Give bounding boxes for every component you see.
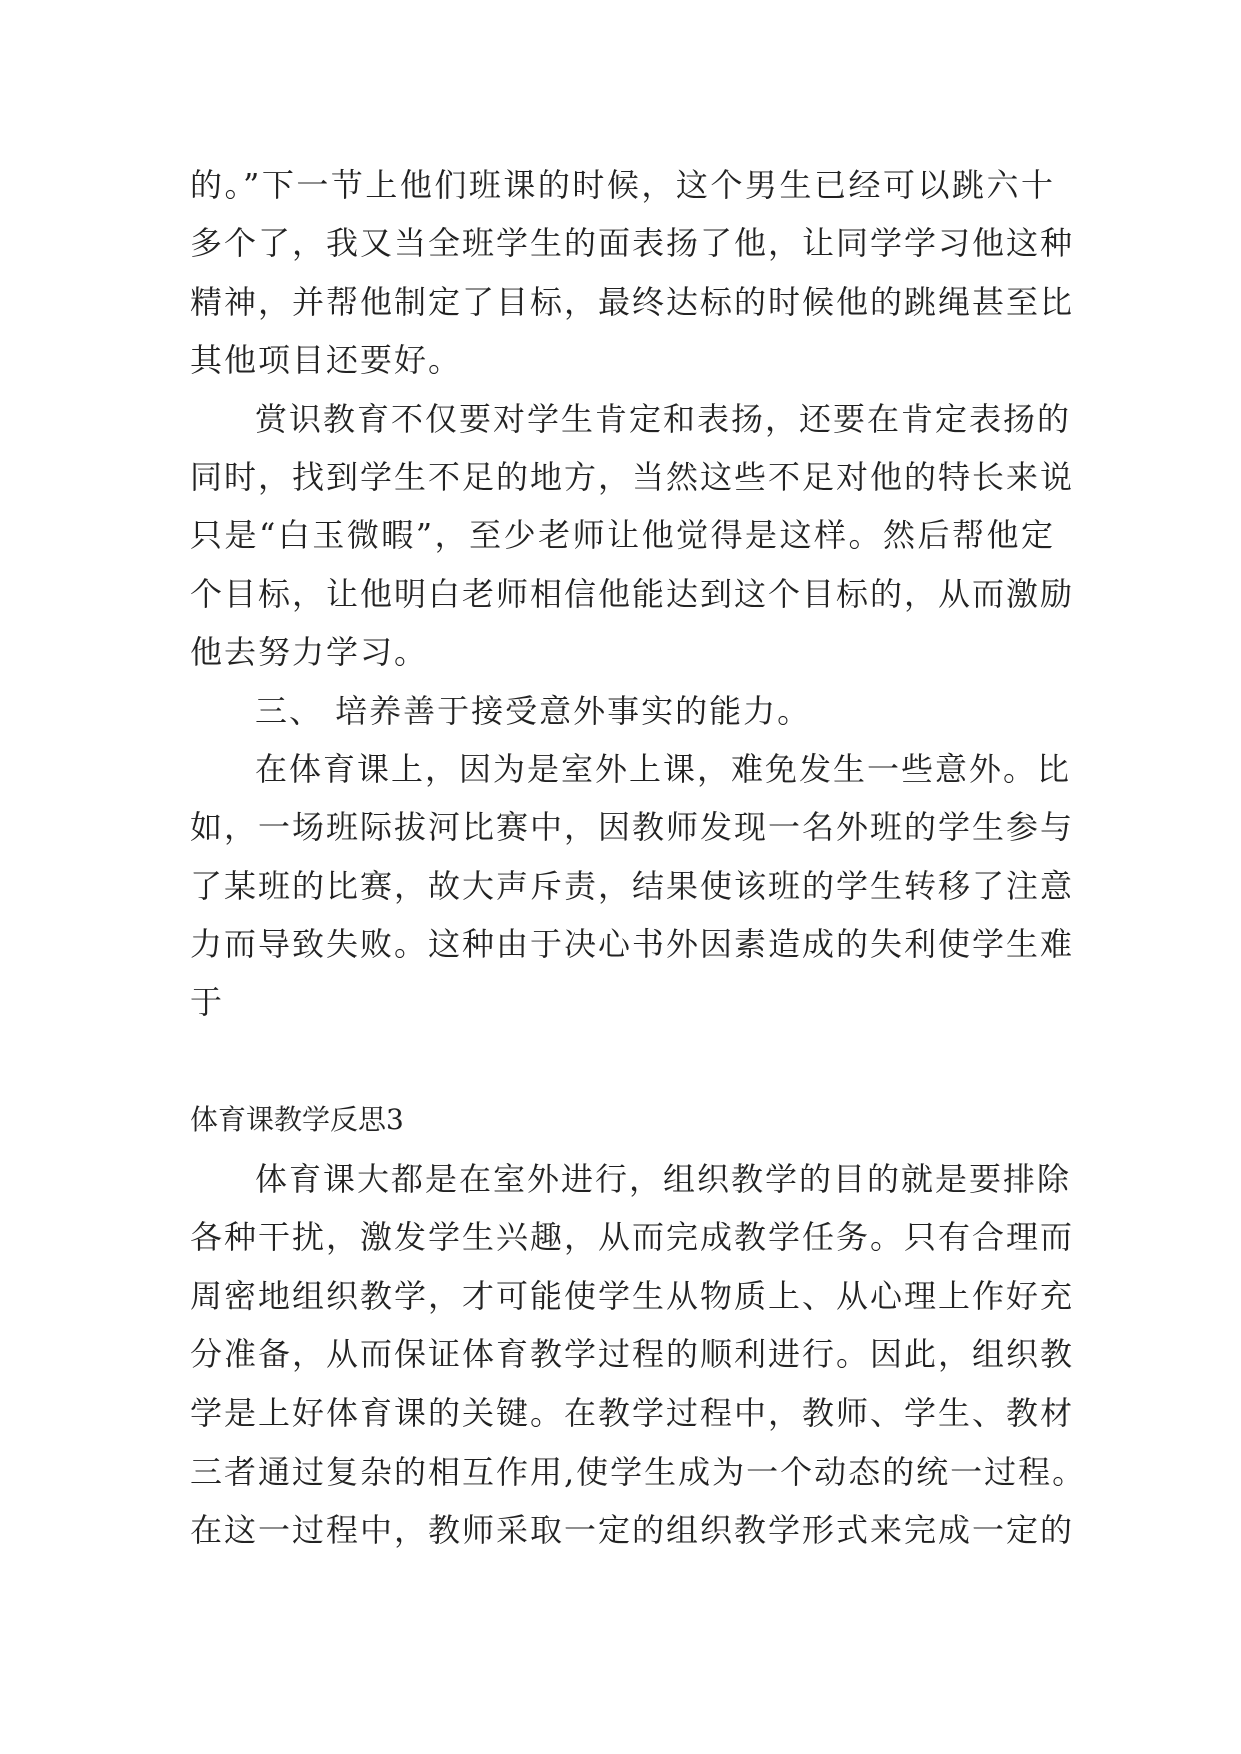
text-line: 同时，找到学生不足的地方，当然这些不足对他的特长来说 bbox=[190, 457, 1075, 496]
text-line: 其他项目还要好。 bbox=[190, 341, 463, 380]
text-line: 的。”下一节上他们班课的时候，这个男生已经可以跳六十 bbox=[190, 166, 1055, 204]
text-line: 学是上好体育课的关键。在教学过程中，教师、学生、教材 bbox=[190, 1393, 1075, 1432]
text-line: 如，一场班际拔河比赛中，因教师发现一名外班的学生参与 bbox=[190, 808, 1075, 847]
text-line: 力而导致失败。这种由于决心书外因素造成的失利使学生难 bbox=[190, 925, 1075, 964]
text-line: 各种干扰，激发学生兴趣，从而完成教学任务。只有合理而 bbox=[190, 1218, 1075, 1257]
text-line: 在这一过程中，教师采取一定的组织教学形式来完成一定的 bbox=[190, 1511, 1075, 1550]
text-line: 精神，并帮他制定了目标，最终达标的时候他的跳绳甚至比 bbox=[190, 282, 1075, 321]
section-title: 体育课教学反思3 bbox=[190, 1103, 404, 1136]
continued-text-block bbox=[190, 156, 1075, 1032]
text-line: 了某班的比赛，故大声斥责，结果使该班的学生转移了注意 bbox=[190, 866, 1075, 905]
text-line: 只是“白玉微暇”，至少老师让他觉得是这样。然后帮他定 bbox=[190, 516, 1055, 555]
text-line: 于 bbox=[190, 983, 225, 1022]
text-line: 个目标，让他明白老师相信他能达到这个目标的，从而激励 bbox=[190, 574, 1075, 613]
reflection-3-block bbox=[190, 1091, 1087, 1560]
text-line: 赏识教育不仅要对学生肯定和表扬，还要在肯定表扬的 bbox=[255, 399, 1072, 438]
text-line: 周密地组织教学，才可能使学生从物质上、从心理上作好充 bbox=[190, 1276, 1075, 1315]
section-subheading: 三、 培养善于接受意外事实的能力。 bbox=[255, 691, 812, 730]
text-line: 在体育课上，因为是室外上课，难免发生一些意外。比 bbox=[255, 749, 1072, 788]
text-line: 分准备，从而保证体育教学过程的顺利进行。因此，组织教 bbox=[190, 1335, 1075, 1374]
text-line: 三者通过复杂的相互作用,使学生成为一个动态的统一过程。 bbox=[190, 1452, 1087, 1491]
text-line: 多个了，我又当全班学生的面表扬了他，让同学学习他这种 bbox=[190, 224, 1075, 263]
text-line: 体育课大都是在室外进行，组织教学的目的就是要排除 bbox=[255, 1159, 1072, 1198]
text-line: 他去努力学习。 bbox=[190, 633, 429, 672]
